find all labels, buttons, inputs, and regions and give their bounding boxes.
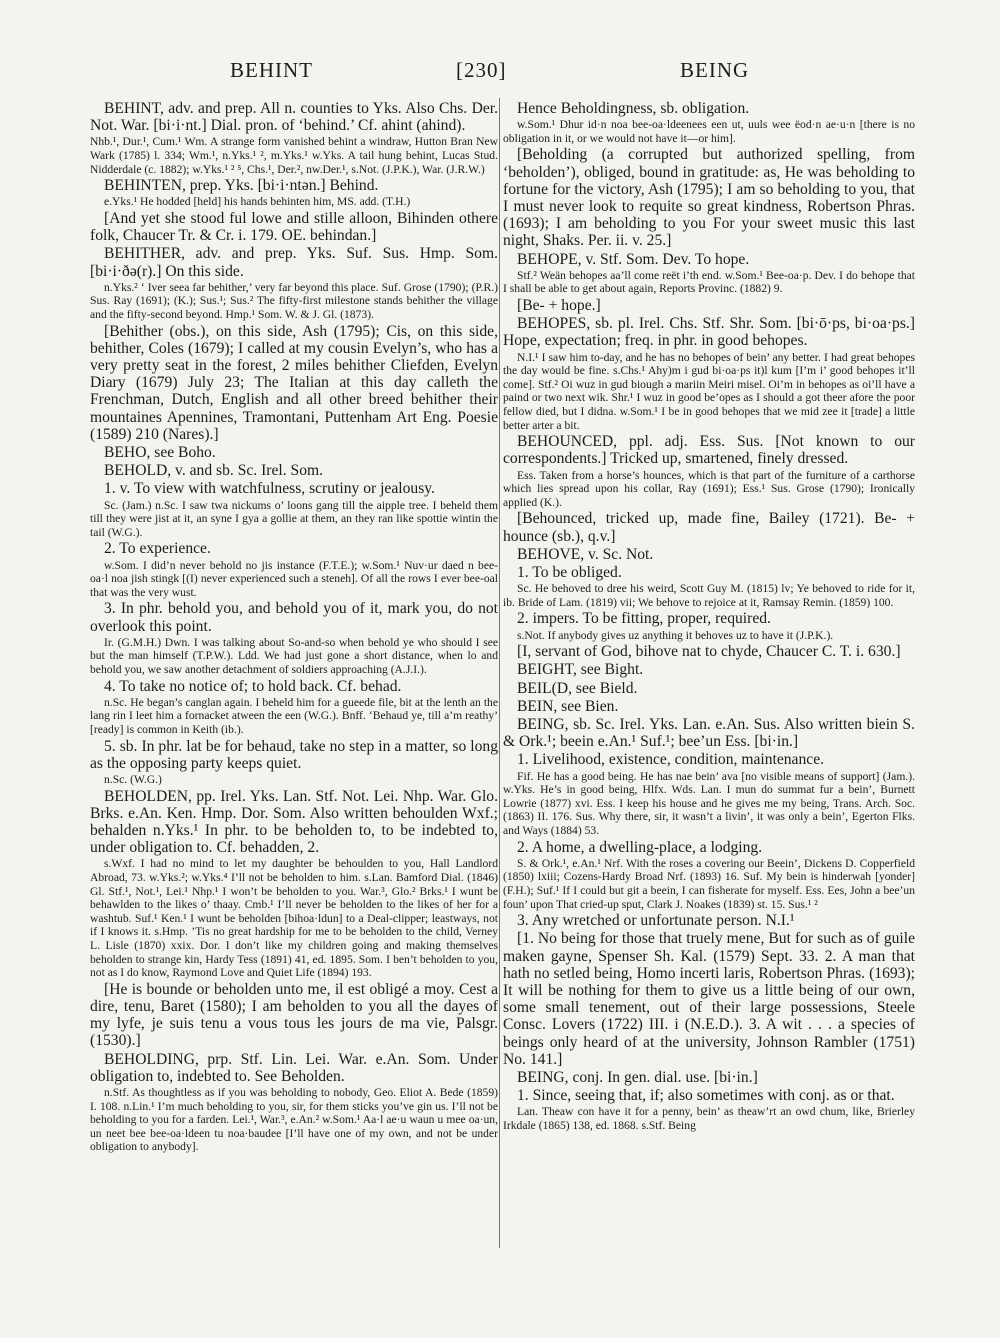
entry-paragraph: 1. Livelihood, existence, condition, maintenance. <box>517 751 825 769</box>
entry-paragraph: [Be- + hope.] <box>517 297 601 314</box>
page-number: [230] <box>456 58 507 82</box>
citation-paragraph: S. & Ork.¹, e.An.¹ Nrf. With the roses a covering our Beein’, Dickens D. Copperfield (1850) lxiii; Cozens-Hardy Broad Nrf. (1893) 16. Suf. My bein is hinderwah [yonder] (F.H.); Suf.¹ If I could but git a beein, I can fisherate for myself. Ess. Ees, John a bee’un foun’ upon That cried-up sput, Clark J. Noakes (1839) st. 15. Sus.¹ ² <box>503 856 915 911</box>
citation-paragraph: N.I.¹ I saw him to-day, and he has no behopes of bein’ any better. I had great behopes the day would be fine. s.Chs.¹ Ahy)m i gud bi·oa·ps it)l kum [I’m i’ good behopes it’ll come]. Stf.² Oi wuz in gud biough ə mariin Meiri misel. Oi’m in behopes as oi’ll have a paind or two next wik. Shr.¹ I wuz in good be’opes as I should a got theer afore the poor fellow died, but I didna. w.Som.¹ I be in good behopes that we mid zee it [trade] a little better arter a bit. <box>503 350 915 432</box>
entry-paragraph: 1. Since, seeing that, if; also sometimes with conj. as or that. <box>517 1087 895 1105</box>
citation-paragraph: e.Yks.¹ He hodded [held] his hands behinten him, MS. add. (T.H.) <box>104 195 411 209</box>
citation-paragraph: s.Not. If anybody gives uz anything it behoves uz to have it (J.P.K.). <box>517 628 834 642</box>
entry-paragraph: BEHOVE, v. Sc. Not. <box>517 545 654 563</box>
entry-paragraph: BEHO, see Boho. <box>104 444 216 461</box>
entry-paragraph: [And yet she stood ful lowe and stille alloon, Bihinden othere folk, Chaucer Tr. & Cr. i. 179. OE. behindan.] <box>90 209 498 245</box>
entry-paragraph: BEHOPES, sb. pl. Irel. Chs. Stf. Shr. Som. [bi·ō·ps, bi·oa·ps.] Hope, expectation; freq. in phr. in good behopes. <box>503 315 915 350</box>
citation-paragraph: w.Som.¹ Dhur id·n noa bee-oa·ldeenees een ut, uuls wee ëod·n ae·u·n [there is no obligation in it, or we would not have it—or him]. <box>503 118 915 145</box>
entry-paragraph: [Behither (obs.), on this side, Ash (1795); Cis, on this side, behither, Coles (1679); I called at my cousin Evelyn’s, who has a very pretty seat in the forest, 2 miles behither Cliefden, Evelyn Diary (1679) July 23; The Italian at this day calleth the Frenchman, Dutch, English and all other breed behither their mountaines Apennines, Tramontani, Puttenham Art Eng. Poesie (1589) 210 (Nares).] <box>90 322 498 443</box>
entry-paragraph: 2. To experience. <box>104 540 211 558</box>
entry-paragraph: [He is bounde or beholden unto me, il est obligé a moy. Cest a dire, tenu, Baret (1580); I am beholden to you all the dayes of my lyfe, je suis tenu a vous tous les jours de ma vie, Palsgr. (1530).] <box>90 980 498 1050</box>
entry-paragraph: 2. A home, a dwelling-place, a lodging. <box>517 838 763 856</box>
citation-paragraph: Ess. Taken from a horse’s hounces, which is that part of the furniture of a carthorse which lies spread upon his collar, Ray (1691); Ess.¹ Sus. Grose (1790); Ironically applied (K.). <box>503 468 915 509</box>
entry-paragraph: BEHOUNCED, ppl. adj. Ess. Sus. [Not known to our correspondents.] Tricked up, smartened, finely dressed. <box>503 433 915 468</box>
citation-paragraph: n.Stf. As thoughtless as if you was beholding to nobody, Geo. Eliot A. Bede (1859) I. 108. n.Lin.¹ I’m much beholding to you, sir, for them sticks you’ve gin us. I’ll not be beholding to you for a farden. Lei.¹, War.³, e.An.² w.Som.¹ Aa·l ae·u waun u mee oa·un, un neet bee bee-oa·ldeen tu noa·baudee [I’ll have one of my own, and not be under obligation to anybody]. <box>90 1085 498 1154</box>
entry-paragraph: BEIL(D, see Bield. <box>517 679 638 697</box>
entry-paragraph: 2. impers. To be fitting, proper, required. <box>517 610 771 628</box>
entry-paragraph: BEHOLD, v. and sb. Sc. Irel. Som. <box>104 462 324 480</box>
citation-paragraph: w.Som. I did’n never behold no jis instance (F.T.E.); w.Som.¹ Nuv·ur daed n bee-oa·l noa jish stingk [(I) never experienced such a steneh]. Of all the rows I ever bee-oal that was the very wust. <box>90 558 498 599</box>
entry-paragraph: Hence Beholdingness, sb. obligation. <box>517 100 750 117</box>
citation-paragraph: Nhb.¹, Dur.¹, Cum.¹ Wm. A strange form vanished behint a windraw, Hutton Bran New Wark (1785) l. 334; Wm.¹, n.Yks.¹ ², m.Yks.¹ w.Yks. A tail hung behint, Lucas Stud. Nidderdale (c. 1882); w.Yks.¹ ² ⁵, Chs.¹, Der.², nw.Der.¹, s.Not. (J.P.K.), War. (J.R.W.) <box>90 135 498 176</box>
header-first-headword: BEHINT <box>230 58 313 82</box>
citation-paragraph: Lan. Theaw con have it for a penny, bein’ as theaw’rt an owd chum, like, Brierley Irkdale (1865) 138, ed. 1868. s.Stf. Being <box>503 1105 915 1132</box>
header-last-headword: BEING <box>680 58 750 82</box>
entry-paragraph: 3. In phr. behold you, and behold you of it, mark you, do not overlook this point. <box>90 600 498 635</box>
entry-paragraph: BEHOLDING, prp. Stf. Lin. Lei. War. e.An. Som. Under obligation to, indebted to. See Beholden. <box>90 1050 498 1085</box>
left-column <box>90 100 498 1250</box>
citation-paragraph: n.Yks.² ‘ Iver seea far behither,’ very far beyond this place. Suf. Grose (1790); (P.R.) Sus. Ray (1691); (K.); Sus.¹; Sus.² The fifty-first milestone stands behither the village and the fifty-second beyond. Hmp.¹ Som. W. & J. Gl. (1873). <box>90 280 498 321</box>
entry-paragraph: BEING, conj. In gen. dial. use. [bi·in.] <box>517 1068 758 1086</box>
citation-paragraph: n.Sc. He began’s canglan again. I beheld him for a gueede file, bit at the lenth an the lang rin I leet him a fornacket atween the een (W.G.). Bnff. ‘Behaud ye, till a’m reathy’ [ready] is common in Keith (ib.). <box>90 695 498 736</box>
page-header <box>90 58 910 92</box>
entry-paragraph: [Behounced, tricked up, made fine, Bailey (1721). Be- + hounce (sb.), q.v.] <box>503 510 915 545</box>
entry-paragraph: 4. To take no notice of; to hold back. Cf. behad. <box>104 677 402 695</box>
entry-paragraph: [Beholding (a corrupted but authorized spelling, from ‘beholden’), obliged, bound in gratitude: as, He was beholding to fortune for the victory, Ash (1795); I am so beholding to you, that I must never look to requite so great kindness, Robertson Phras. (1693); I am beholding to you For your sweet music this last night, Shaks. Per. ii. v. 25.] <box>503 146 915 250</box>
entry-paragraph: 1. To be obliged. <box>517 563 622 581</box>
entry-paragraph: 3. Any wretched or unfortunate person. N.I.¹ <box>517 912 795 930</box>
entry-paragraph: BEHINTEN, prep. Yks. [bi·i·ntən.] Behind. <box>104 177 379 195</box>
column-divider <box>499 98 500 1248</box>
citation-paragraph: n.Sc. (W.G.) <box>104 772 162 786</box>
entry-paragraph: BEHITHER, adv. and prep. Yks. Suf. Sus. Hmp. Som. [bi·i·ðə(r).] On this side. <box>90 245 498 280</box>
citation-paragraph: Stf.² Weän behopes aa’ll come reët i’th end. w.Som.¹ Bee-oa·p. Dev. I do behope that I shall be able to get about again, Reports Provinc. (1882) 9. <box>503 268 915 296</box>
entry-paragraph: 1. v. To view with watchfulness, scrutiny or jealousy. <box>104 480 435 498</box>
entry-paragraph: BEHINT, adv. and prep. All n. counties to Yks. Also Chs. Der. Not. War. [bi·i·nt.] Dial. pron. of ‘behind.’ Cf. ahint (ahind). <box>90 100 498 135</box>
entry-paragraph: 5. sb. In phr. lat be for behaud, take no step in a matter, so long as the opposing party keeps quiet. <box>90 737 498 772</box>
citation-paragraph: s.Wxf. I had no mind to let my daughter be behoulden to you, Hall Landlord Abroad, 73. w.Yks.²; w.Yks.⁴ I’ll not be beholden to him. s.Lan. Bamford Dial. (1846) Gl. Stf.¹, Not.¹, Lei.¹ Nhp.¹ I won’t be beholden to you. War.³, Glo.² Brks.¹ I wunt be behawlden to the likes o’ thaay. Cmb.¹ I’ll never be beholden to the likes of her for a washtub. Suf.¹ Ken.¹ I wunt be beholden [bihoa·ldun] to a Deal-clipper; leastways, not if I knows it. s.Hmp. ’Tis no great hardship for me to be beholden to the child, Verney L. Lisle (1870) xxix. Dor. I don’t like my children going and making themselves beholden to strange kin, Hardy Tess (1891) 41, ed. 1895. Som. I ben’t beholden to you, not as I do know, Raymond Love and Quiet Life (1894) 193. <box>90 857 498 980</box>
entry-paragraph: BEIGHT, see Bight. <box>517 661 644 679</box>
entry-paragraph: [I, servant of God, bihove nat to chyde, Chaucer C. T. i. 630.] <box>517 643 901 661</box>
right-column <box>503 100 915 1250</box>
entry-paragraph: BEHOPE, v. Stf. Som. Dev. To hope. <box>517 250 750 268</box>
entry-paragraph: BEHOLDEN, pp. Irel. Yks. Lan. Stf. Not. Lei. Nhp. War. Glo. Brks. e.An. Ken. Hmp. Dor. Som. Also written behoulden Wxf.; behalden n.Yks.¹ In phr. to be beholden to, to be indebted to, under obligation to. Cf. behadden, 2. <box>90 787 498 857</box>
citation-paragraph: Sc. He behoved to dree his weird, Scott Guy M. (1815) lv; Ye behoved to ride for it, ib. Bride of Lam. (1819) vii; We behove to rejoice at it, Ramsay Remin. (1859) 100. <box>503 582 915 609</box>
entry-paragraph: BEING, sb. Sc. Irel. Yks. Lan. e.An. Sus. Also written biein S. & Ork.¹; beein e.An.¹ Suf.¹; bee’un Ess. [bi·in.] <box>503 715 915 751</box>
citation-paragraph: Sc. (Jam.) n.Sc. I saw twa nickums o’ loons gang till the aipple tree. I beheld them till they were jist at it, an syne I gya a gollie at them, an they ran like spottie wintin the tail (W.G.). <box>90 498 498 539</box>
citation-paragraph: Ir. (G.M.H.) Dwn. I was talking about So-and-so when behold ye who should I see but the man himself (T.P.W.). Ldd. We had just gone a short distance, when lo and behold you, we saw another detachment of soldiers approaching (A.J.I.). <box>90 635 498 676</box>
entry-paragraph: [1. No being for those that truely mene, But for such as of guile maken gayne, Spenser Sh. Kal. (1579) Sept. 33. 2. A man that hath no setled being, Homo incerti laris, Robertson Phras. (1693); It will be nothing for them to give us a little being of our own, some small tenement, out of their large possessions, Steele Consc. Lovers (1722) III. i (N.E.D.). 3. A wit . . . a species of beings only heard of at the university, Johnson Rambler (1751) No. 141.] <box>503 930 915 1068</box>
citation-paragraph: Fif. He has a good being. He has nae bein’ ava [no visible means of support] (Jam.). w.Yks. He’s in good being, Hlfx. Wds. Lan. I mun do summat fur a bein’, Burnett Lowrie (1877) xvi. Ess. I keep his house and he gives me my being, Trans. Arch. Soc. (1863) II. 176. Sus. Why there, sir, it wasn’t a livin’, it was only a bein’, Egerton Flks. and Ways (1884) 53. <box>503 769 915 837</box>
entry-paragraph: BEIN, see Bien. <box>517 697 619 715</box>
